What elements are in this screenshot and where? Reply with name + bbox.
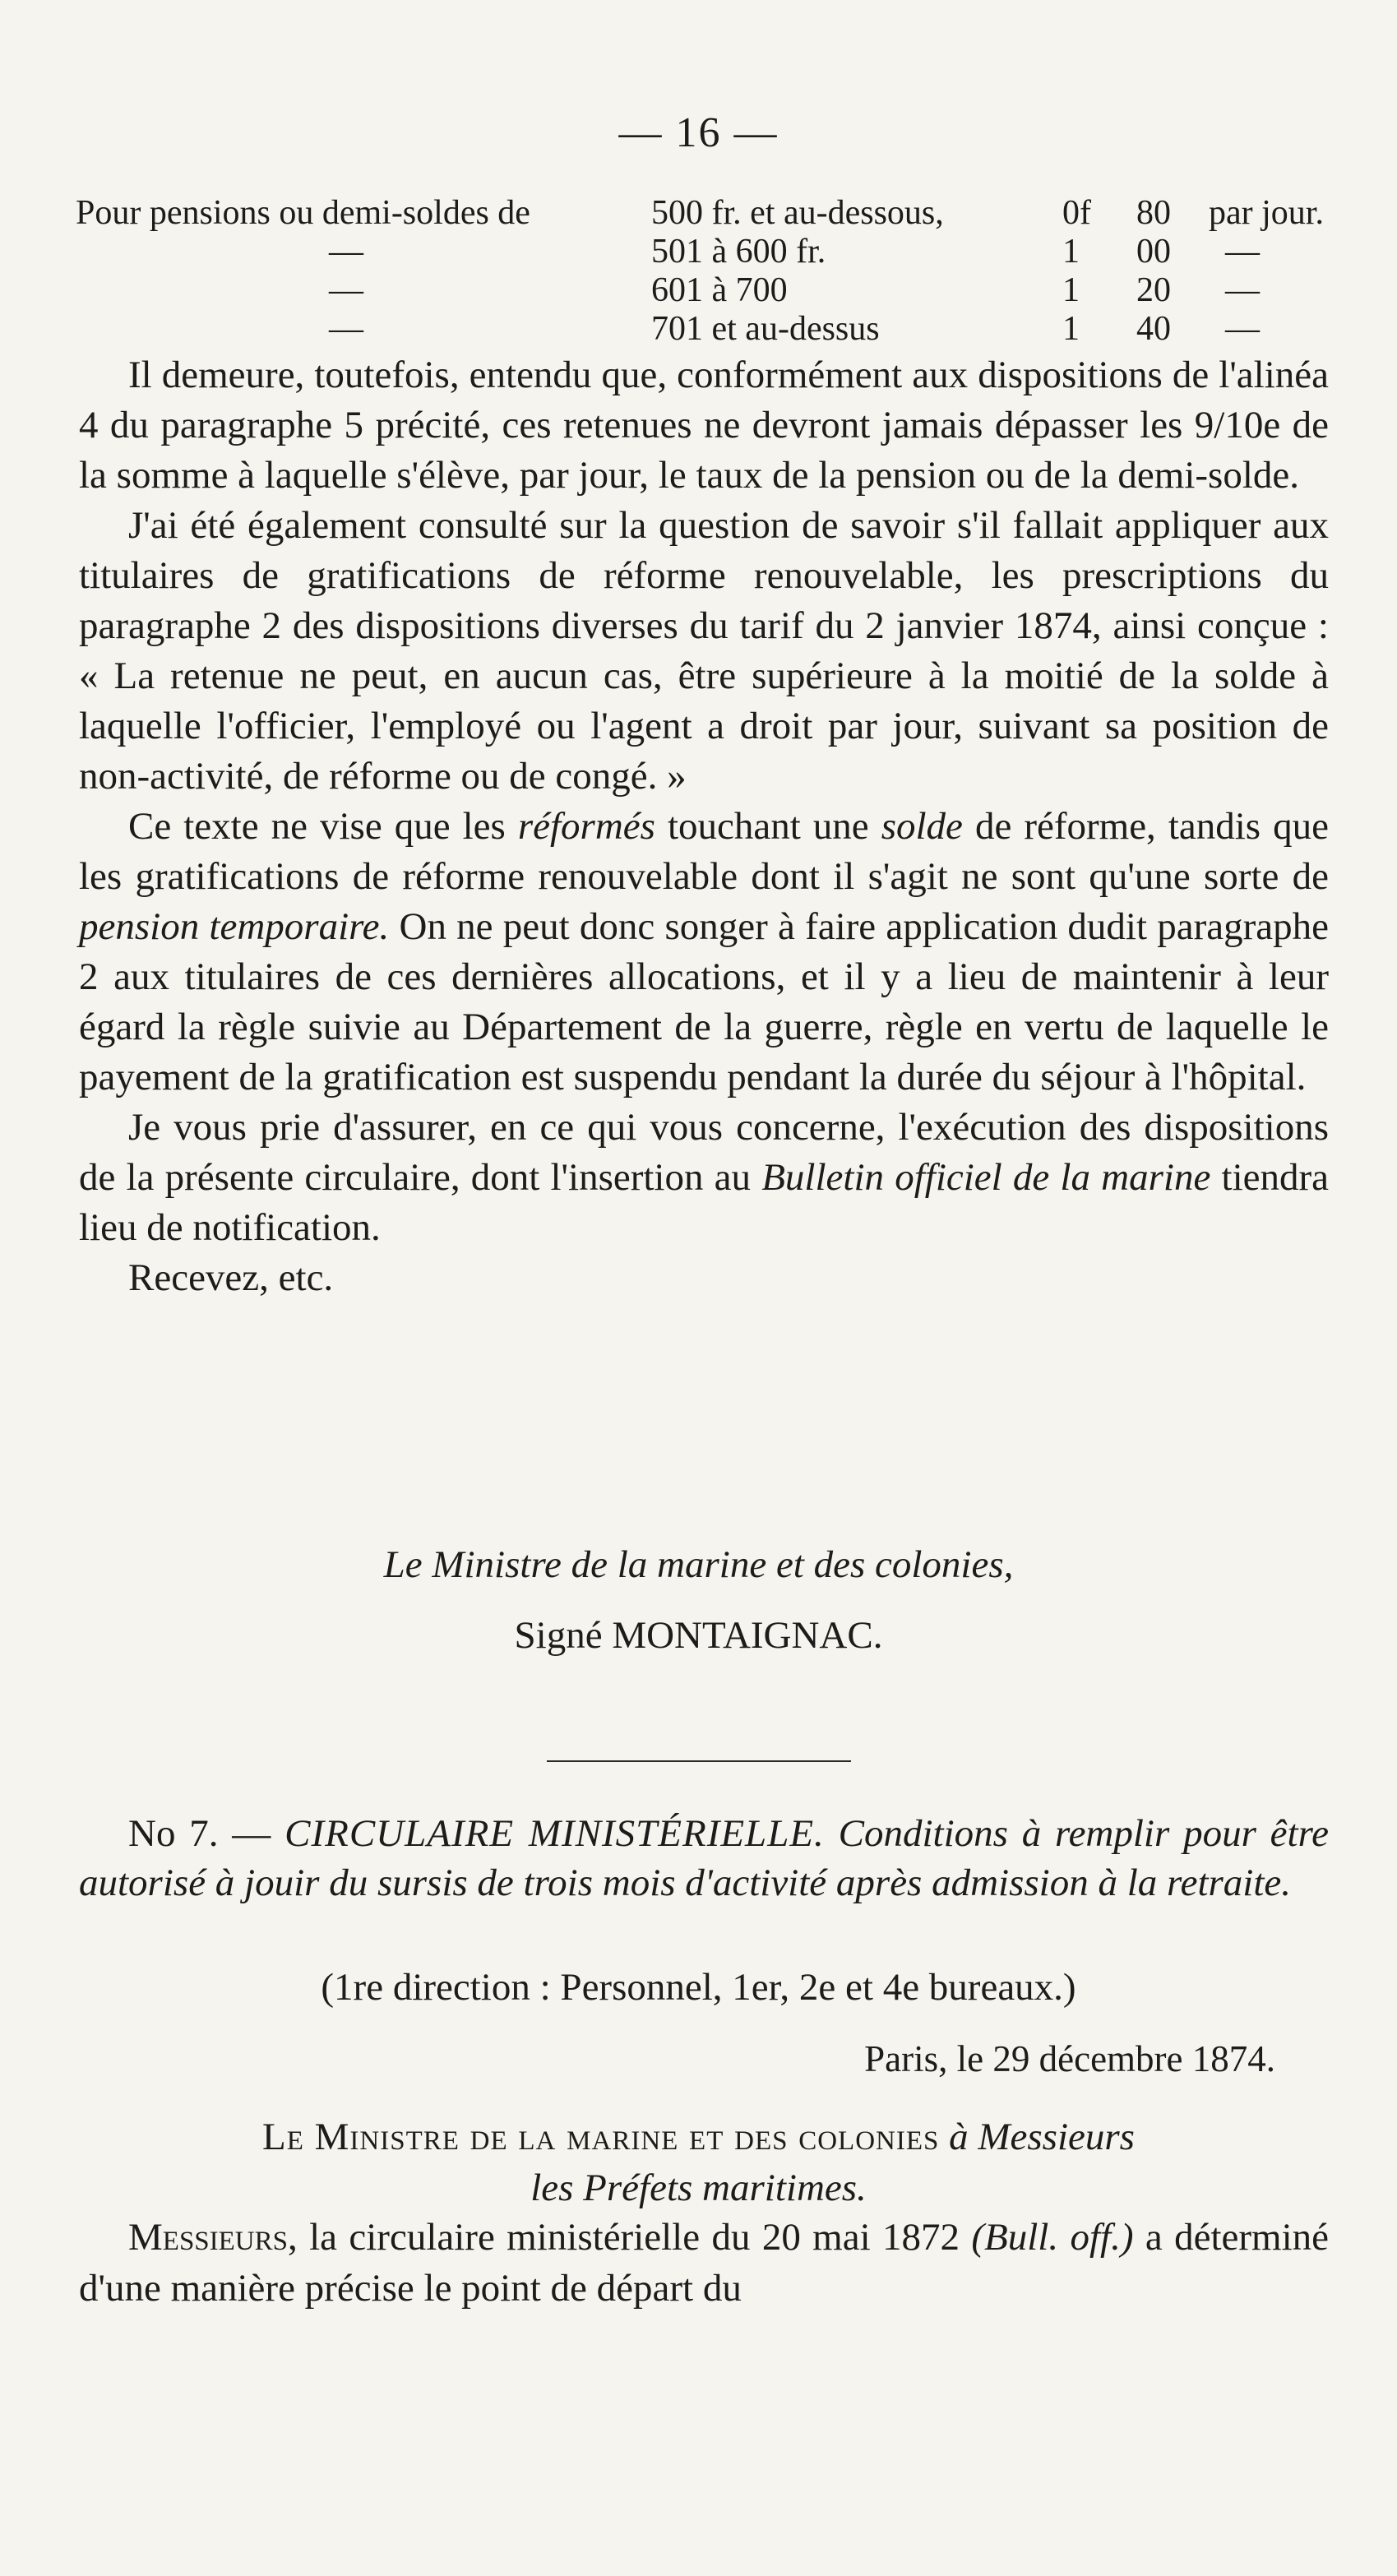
rate-cents: 80 <box>1136 194 1171 232</box>
paragraph <box>79 802 1329 1103</box>
rate-range: 500 fr. et au-dessous, <box>651 194 944 232</box>
circular-heading <box>79 1809 1329 1908</box>
citation: (Bull. off.) <box>971 2216 1134 2259</box>
salutation: Messieurs, <box>128 2216 298 2259</box>
rate-francs: 0f <box>1062 194 1091 232</box>
rate-cents: 20 <box>1136 271 1171 309</box>
circular-conditions: Conditions à remplir pour être autorisé à jouir du sursis de trois mois d'activité après admission à la retraite. <box>79 1812 1329 1904</box>
emphasis: pension temporaire. <box>79 905 390 948</box>
emphasis: réformés <box>517 805 655 848</box>
address-block <box>0 2111 1397 2213</box>
text-run: la circulaire ministérielle du 20 mai 1872 <box>297 2216 972 2259</box>
letter-body <box>79 350 1329 1303</box>
rate-label: — <box>329 233 363 271</box>
address-sender: Le Ministre de la marine et des colonies <box>262 2116 940 2158</box>
rate-unit: par jour. <box>1209 194 1324 232</box>
text-run: On ne peut donc songer à faire application dudit paragraphe 2 aux titulaires de ces dernières allocations, et il y a lieu de maintenir à leur égard la règle suivie au Département de la guerre, règle en vertu de laquelle le payement de la gratification est suspendu pendant la durée du séjour à l'hôpital. <box>79 905 1329 1098</box>
circular-number: No 7. — <box>128 1812 285 1855</box>
rate-row <box>76 310 1325 349</box>
rate-unit: — <box>1225 271 1260 309</box>
text-run: Ce texte ne vise que les <box>128 805 518 848</box>
text-run: tiendra lieu de notification. <box>79 1156 1329 1249</box>
rate-row <box>76 271 1325 310</box>
address-recipient-line2: les Préfets maritimes. <box>530 2167 867 2209</box>
rate-row <box>76 194 1325 233</box>
rate-unit: — <box>1225 310 1260 348</box>
rate-range: 601 à 700 <box>651 271 788 309</box>
section-divider <box>547 1760 851 1762</box>
paragraph: Il demeure, toutefois, entendu que, conformément aux dispositions de l'alinéa 4 du paragraphe 5 précité, ces retenues ne devront jamais dépasser les 9/10e de la somme à laquelle s'élève, par jour, le taux de la pension ou de la demi-solde. <box>79 354 1329 497</box>
rate-cents: 40 <box>1136 310 1171 348</box>
circular-body <box>79 2212 1329 2314</box>
emphasis: solde <box>881 805 963 848</box>
closing: Recevez, etc. <box>128 1256 334 1299</box>
rate-label: — <box>329 310 363 348</box>
signature-title: Le Ministre de la marine et des colonies, <box>383 1543 1014 1586</box>
text-run: de réforme, tandis que les gratifications de réforme renouvelable dont il s'agit ne sont qu'une sorte de <box>79 805 1329 898</box>
address-recipient: à Messieurs <box>939 2116 1135 2158</box>
rate-row <box>76 233 1325 271</box>
paragraph <box>79 2212 1329 2314</box>
rate-range: 501 à 600 fr. <box>651 233 826 271</box>
rate-label: — <box>329 271 363 309</box>
date-line: Paris, le 29 décembre 1874. <box>864 2038 1275 2079</box>
rate-range: 701 et au-dessus <box>651 310 880 348</box>
text-run: a déterminé d'une manière précise le point de départ du <box>79 2216 1329 2310</box>
emphasis: Bulletin officiel de la marine <box>761 1156 1211 1199</box>
text-run: Je vous prie d'assurer, en ce qui vous concerne, l'exécution des dispositions de la présente circulaire, dont l'insertion au <box>79 1106 1329 1199</box>
rate-label: Pour pensions ou demi-soldes de <box>76 194 530 232</box>
page-number: — 16 — <box>618 109 779 156</box>
paragraph: J'ai été également consulté sur la question de savoir s'il fallait appliquer aux titulaires de gratifications de réforme renouvelable, les prescriptions du paragraphe 2 des dispositions diverses du tarif du 2 janvier 1874, ainsi conçue : « La retenue ne peut, en aucun cas, être supérieure à la moitié de la solde à laquelle l'officier, l'employé ou l'agent a droit par jour, suivant sa position de non-activité, de réforme ou de congé. » <box>79 504 1329 798</box>
rate-francs: 1 <box>1062 310 1080 348</box>
direction-line: (1re direction : Personnel, 1er, 2e et 4e bureaux.) <box>321 1966 1076 2009</box>
rate-table <box>76 194 1325 349</box>
rate-francs: 1 <box>1062 271 1080 309</box>
circular-title: CIRCULAIRE MINISTÉRIELLE. <box>284 1812 825 1855</box>
rate-unit: — <box>1225 233 1260 271</box>
rate-cents: 00 <box>1136 233 1171 271</box>
rate-francs: 1 <box>1062 233 1080 271</box>
paragraph <box>79 1103 1329 1253</box>
circular-title-line <box>79 1809 1329 1908</box>
text-run: touchant une <box>655 805 881 848</box>
signature-name: Signé MONTAIGNAC. <box>514 1614 883 1657</box>
